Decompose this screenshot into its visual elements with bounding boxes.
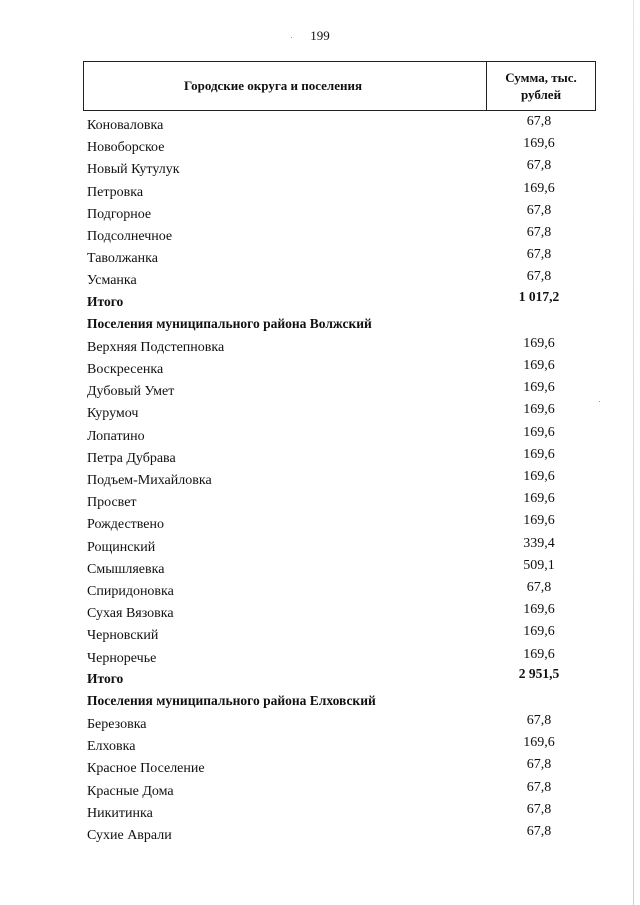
settlement-name: Курумоч — [87, 406, 139, 422]
amount: 67,8 — [526, 114, 552, 129]
table-row — [0, 447, 640, 469]
page-number: 199 — [310, 28, 330, 43]
settlement-name: Петра Дубрава — [87, 450, 176, 466]
settlement-name: Воскресенка — [87, 362, 164, 378]
table-row — [0, 536, 640, 558]
amount: 169,6 — [523, 602, 555, 618]
settlement-name: Красное Поселение — [87, 761, 205, 777]
table-row — [0, 402, 640, 424]
settlement-name: Рождествено — [87, 517, 165, 533]
amount: 509,1 — [523, 557, 555, 573]
amount: 169,6 — [523, 424, 555, 440]
settlement-name: Подгорное — [87, 206, 152, 222]
table-row — [0, 713, 640, 735]
column-header-sum: Сумма, тыс. рублей — [486, 62, 595, 110]
scan-speck — [291, 37, 292, 38]
amount: 169,6 — [523, 180, 555, 196]
column-header-name: Городские округа и поселения — [183, 78, 363, 93]
section-title: Поселения муниципального района Елховский — [87, 692, 376, 708]
settlement-name: Никитинка — [87, 805, 153, 821]
settlement-name: Красные Дома — [87, 783, 174, 799]
table-row — [0, 114, 640, 136]
section-title: Поселения муниципального района Волжский — [87, 315, 372, 331]
settlement-name: Таволжанка — [87, 251, 158, 267]
amount: 67,8 — [526, 579, 552, 595]
table-row — [0, 136, 640, 158]
amount: 169,6 — [523, 491, 555, 507]
amount: 169,6 — [523, 136, 555, 152]
settlement-name: Черновский — [87, 628, 159, 644]
settlement-name: Верхняя Подстепновка — [87, 339, 225, 355]
section-heading-row — [0, 691, 640, 713]
table-row — [0, 513, 640, 535]
amount: 339,4 — [523, 535, 555, 551]
amount: 169,6 — [523, 646, 555, 662]
table-row — [0, 735, 640, 757]
settlement-name: Усманка — [87, 273, 137, 289]
scan-speck — [599, 401, 600, 402]
settlement-name: Елховка — [87, 739, 136, 755]
amount: 67,8 — [526, 247, 552, 263]
table-row — [0, 580, 640, 602]
amount: 67,8 — [526, 713, 552, 729]
table-header — [83, 61, 596, 111]
settlement-name: Петровка — [87, 184, 144, 200]
page-edge-line — [633, 0, 634, 905]
table-row — [0, 469, 640, 491]
settlement-name: Лопатино — [87, 428, 145, 444]
settlement-name: Коноваловка — [87, 118, 164, 133]
table-row — [0, 802, 640, 824]
table-row — [0, 336, 640, 358]
amount: 169,6 — [523, 402, 555, 418]
amount: 169,6 — [523, 380, 555, 396]
table-row — [0, 380, 640, 402]
table-row — [0, 158, 640, 180]
amount: 67,8 — [526, 824, 552, 839]
settlement-name: Рощинский — [87, 539, 156, 555]
amount: 67,8 — [526, 779, 552, 795]
total-row — [0, 288, 640, 314]
settlement-name: Подсолнечное — [87, 228, 173, 244]
amount: 169,6 — [523, 624, 555, 640]
amount: 67,8 — [526, 757, 552, 773]
settlement-name: Сухая Вязовка — [87, 606, 174, 622]
settlement-name: Березовка — [87, 717, 147, 733]
settlement-name: Итого — [87, 670, 124, 686]
amount: 67,8 — [526, 158, 552, 174]
table-row — [0, 602, 640, 624]
settlement-name: Спиридоновка — [87, 583, 174, 599]
settlement-name: Смышляевка — [87, 561, 165, 577]
amount: 67,8 — [526, 801, 552, 817]
amount: 169,6 — [523, 469, 555, 484]
table-row — [0, 425, 640, 447]
table-row — [0, 225, 640, 247]
total-row — [0, 665, 640, 691]
settlement-name: Черноречье — [87, 650, 157, 666]
amount: 67,8 — [526, 269, 552, 285]
amount: 169,6 — [523, 446, 555, 462]
table-row — [0, 247, 640, 269]
settlement-name: Дубовый Умет — [87, 384, 175, 400]
settlement-name: Новый Кутулук — [87, 162, 180, 178]
table-row — [0, 358, 640, 380]
amount: 67,8 — [526, 224, 552, 240]
settlement-name: Сухие Аврали — [87, 828, 172, 843]
amount: 169,6 — [523, 735, 555, 751]
amount: 169,6 — [523, 335, 555, 351]
table-row — [0, 181, 640, 203]
table-row — [0, 491, 640, 513]
amount: 67,8 — [526, 202, 552, 218]
total-amount: 2 951,5 — [518, 665, 560, 681]
table-body — [0, 114, 640, 846]
table-row — [0, 824, 640, 846]
table-row — [0, 558, 640, 580]
settlement-name: Подъем-Михайловка — [87, 473, 212, 488]
table-row — [0, 203, 640, 225]
section-heading-row — [0, 314, 640, 336]
settlement-name: Итого — [87, 293, 124, 309]
amount: 169,6 — [523, 358, 555, 374]
table-row — [0, 624, 640, 646]
settlement-name: Новоборское — [87, 140, 165, 156]
table-row — [0, 780, 640, 802]
settlement-name: Просвет — [87, 495, 137, 511]
amount: 169,6 — [523, 513, 555, 529]
total-amount: 1 017,2 — [518, 288, 560, 304]
table-row — [0, 757, 640, 779]
